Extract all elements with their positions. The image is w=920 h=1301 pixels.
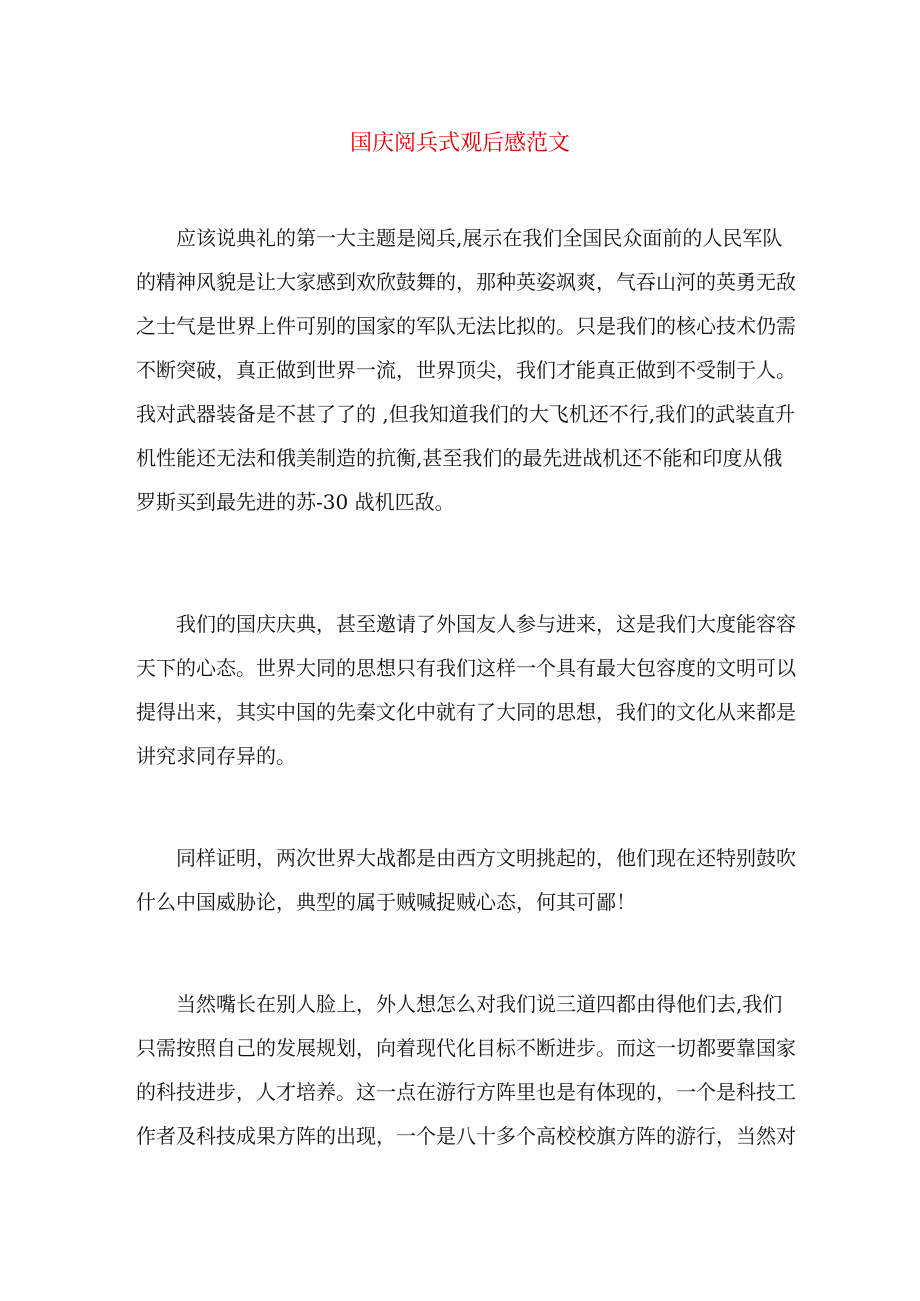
paragraph-2-line-1: 我们的国庆庆典，甚至邀请了外国友人参与进来，这是我们大度能容容 (176, 612, 796, 636)
paragraph-1-line-1: 应该说典礼的第一大主题是阅兵,展示在我们全国民众面前的人民军队 (176, 226, 783, 250)
paragraph-4-line-4: 作者及科技成果方阵的出现，一个是八十多个高校校旗方阵的游行，当然对 (136, 1124, 796, 1148)
paragraph-4-line-1: 当然嘴长在别人脸上，外人想怎么对我们说三道四都由得他们去,我们 (176, 992, 783, 1016)
paragraph-2-line-2: 天下的心态。世界大同的思想只有我们这样一个具有最大包容度的文明可以 (136, 656, 796, 680)
paragraph-1-line-4: 不断突破，真正做到世界一流，世界顶尖，我们才能真正做到不受制于人。 (136, 358, 796, 382)
paragraph-4-line-3: 的科技进步，人才培养。这一点在游行方阵里也是有体现的，一个是科技工 (136, 1080, 796, 1104)
paragraph-1-line-6: 机性能还无法和俄美制造的抗衡,甚至我们的最先进战机还不能和印度从俄 (136, 446, 783, 470)
paragraph-1-line-5: 我对武器装备是不甚了了的 ,但我知道我们的大飞机还不行,我们的武装直升 (136, 402, 796, 426)
document-title: 国庆阅兵式观后感范文 (349, 131, 570, 156)
paragraph-2-line-4: 讲究求同存异的。 (136, 744, 296, 768)
paragraph-1-line-2: 的精神风貌是让大家感到欢欣鼓舞的，那种英姿飒爽，气吞山河的英勇无敌 (136, 270, 796, 294)
paragraph-3-line-2: 什么中国威胁论，典型的属于贼喊捉贼心态，何其可鄙！ (136, 890, 636, 914)
paragraph-4-line-2: 只需按照自己的发展规划，向着现代化目标不断进步。而这一切都要靠国家 (136, 1036, 796, 1060)
paragraph-1-line-3: 之士气是世界上件可别的国家的军队无法比拟的。只是我们的核心技术仍需 (136, 314, 796, 338)
paragraph-3-line-1: 同样证明，两次世界大战都是由西方文明挑起的，他们现在还特别鼓吹 (176, 846, 796, 870)
paragraph-2-line-3: 提得出来，其实中国的先秦文化中就有了大同的思想，我们的文化从来都是 (136, 700, 796, 724)
paragraph-1-line-7: 罗斯买到最先进的苏-30 战机匹敌。 (136, 490, 455, 514)
